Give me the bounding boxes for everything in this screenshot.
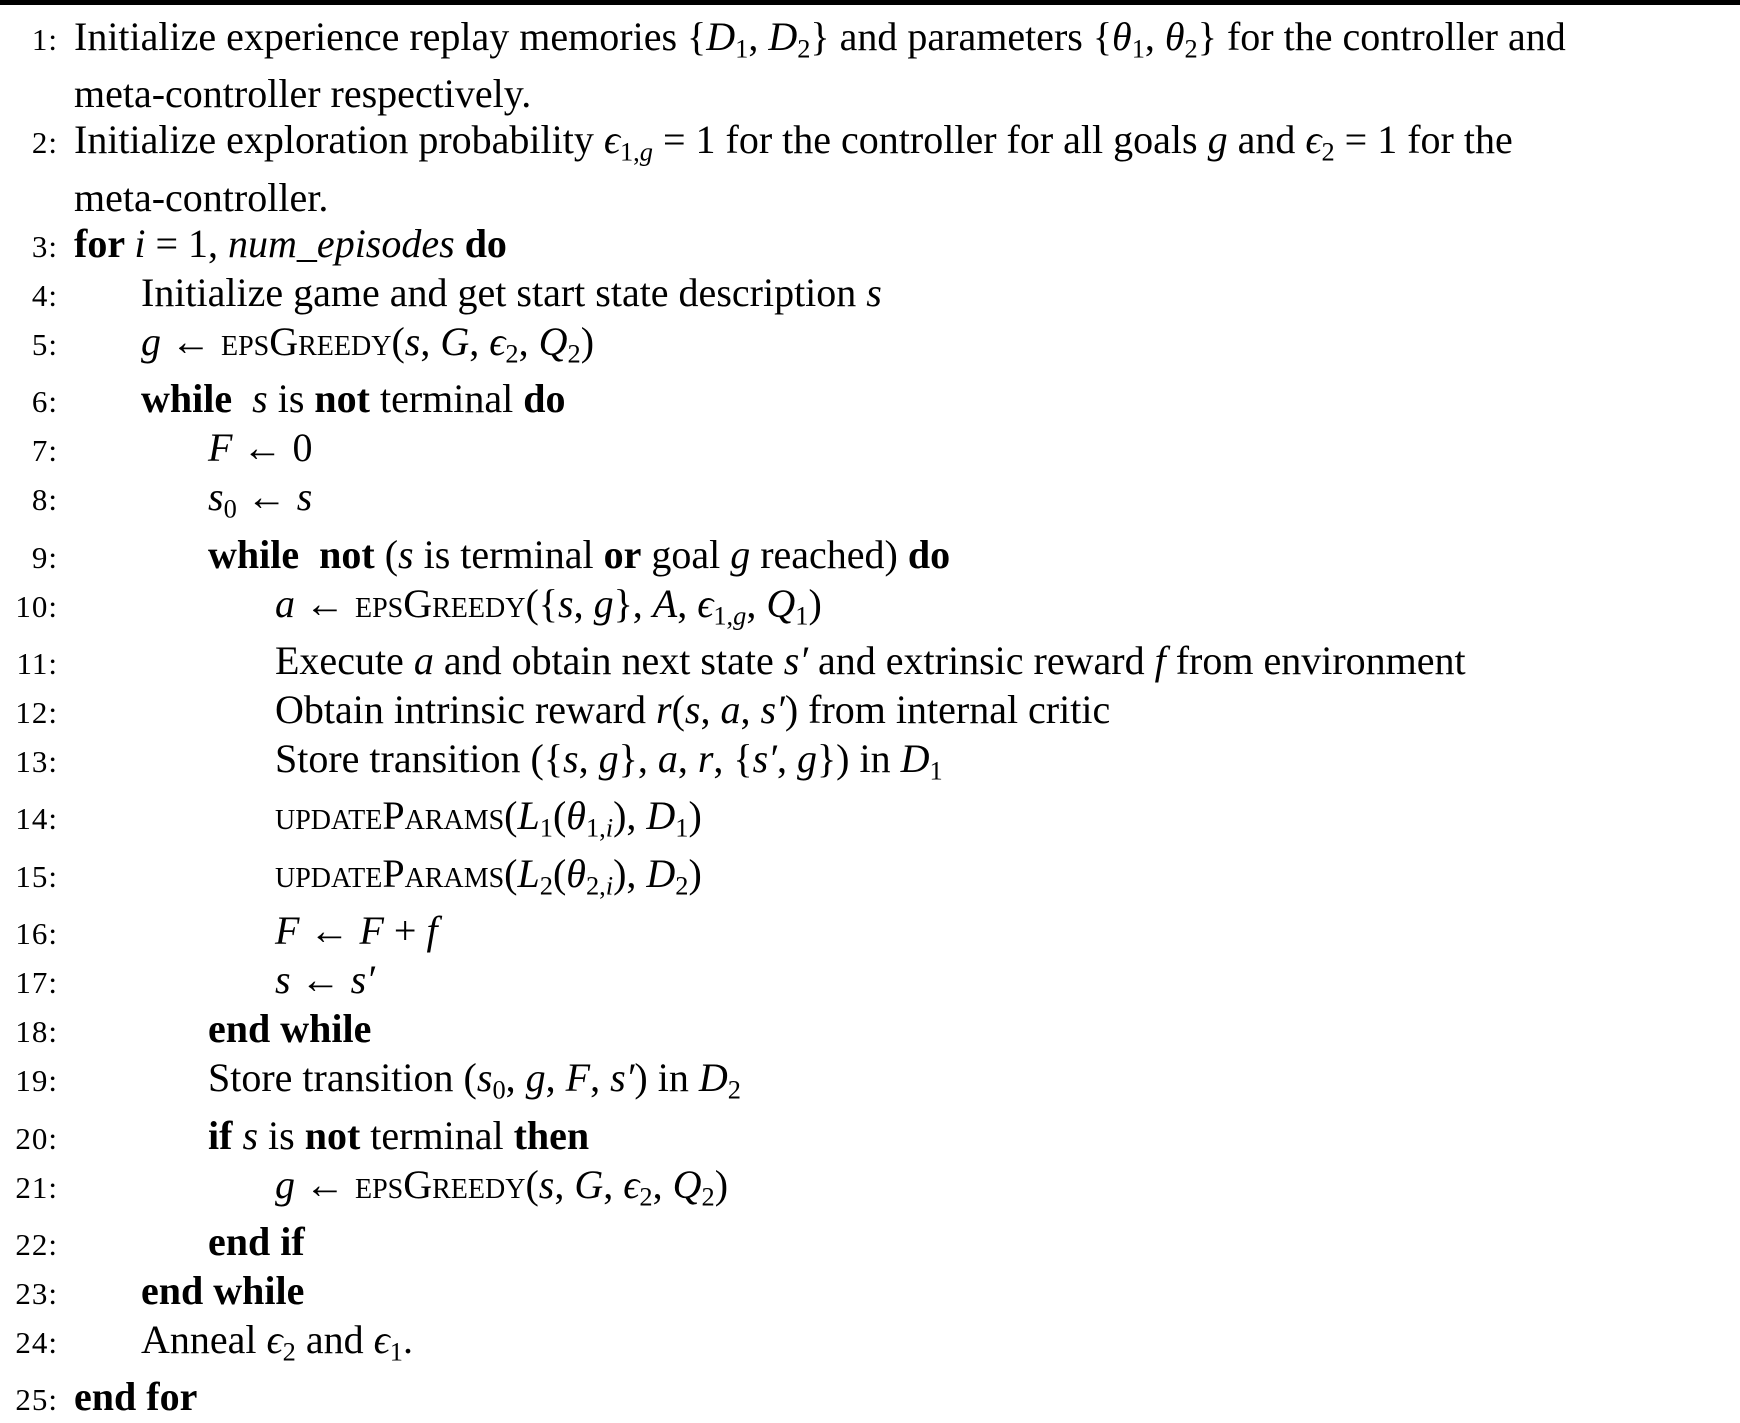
text-run: ϵ [697, 580, 714, 626]
text-run: g [1207, 117, 1228, 163]
line-number: 8: [31, 482, 58, 518]
text-run: s [476, 1055, 493, 1101]
text-run: }, [618, 735, 658, 781]
text-run: s [538, 1161, 555, 1207]
line-number: 14: [15, 801, 58, 837]
text-run: reached) [750, 531, 908, 577]
line-number: 5: [31, 326, 58, 362]
line-content [275, 957, 375, 1003]
line-number: 1: [31, 22, 58, 57]
text-run: ← [290, 957, 351, 1003]
text-run: goal [641, 531, 731, 577]
text-run: ← [236, 474, 297, 520]
calligraphic-math-symbol: L [517, 850, 540, 896]
text-run: ( [374, 531, 399, 577]
line-content [275, 851, 702, 908]
text-run: ← [161, 318, 221, 364]
text-run: and extrinsic reward [808, 637, 1155, 683]
text-run: , [677, 580, 698, 626]
text-run: ( [504, 850, 518, 896]
algorithm-line [0, 1268, 1740, 1317]
text-run: , [505, 1055, 526, 1101]
text-run: Initialize experience replay memories { [74, 14, 707, 59]
text-run: f [426, 908, 438, 954]
smallcaps-function-name: updateParams [275, 850, 505, 896]
text-run: , [420, 318, 441, 364]
text-run: 1 [929, 755, 943, 786]
algorithm-line [0, 14, 1740, 71]
calligraphic-math-symbol: D [768, 14, 798, 59]
text-run: 1 [795, 599, 809, 630]
calligraphic-math-symbol: L [517, 793, 540, 839]
line-content [275, 1162, 728, 1219]
text-run: ) [714, 1161, 729, 1207]
text-run: F [565, 1055, 591, 1101]
line-content [275, 687, 1110, 733]
line-number: 16: [15, 916, 58, 952]
algorithm-line [0, 221, 1740, 270]
algorithm-line [0, 957, 1740, 1006]
text-run: 1 [1131, 33, 1145, 64]
text-run: Q [538, 318, 568, 364]
line-number: 10: [15, 588, 58, 624]
line-number: 7: [31, 433, 58, 469]
line-number: 4: [31, 277, 58, 313]
line-content [74, 175, 328, 221]
line-content [275, 793, 702, 850]
text-run: ( [552, 793, 567, 839]
line-number: 21: [15, 1169, 58, 1205]
text-run: do [454, 220, 507, 266]
text-run: 1 [675, 812, 689, 843]
text-run: 2, [585, 870, 606, 901]
algorithm-line [0, 117, 1740, 174]
algorithm-line [0, 1055, 1740, 1112]
text-run: num_episodes [228, 220, 455, 266]
calligraphic-math-symbol: G [440, 318, 470, 364]
text-run: s [563, 735, 579, 781]
text-run: s′ [610, 1055, 635, 1101]
text-run: 2 [505, 338, 519, 369]
text-run: and [295, 1316, 374, 1362]
algorithm-line [0, 793, 1740, 850]
text-run: 0 [492, 1074, 506, 1105]
text-run: , [748, 14, 769, 59]
text-run: ) [688, 793, 702, 839]
text-run: 1, [619, 136, 640, 167]
text-run: , [554, 1161, 575, 1207]
calligraphic-math-symbol: D [706, 14, 736, 59]
text-run: θ [566, 793, 586, 839]
text-run: }, [613, 580, 653, 626]
text-run: s′ [760, 686, 785, 732]
text-run: a [720, 686, 741, 732]
text-run: ) [580, 318, 595, 364]
text-run: g [598, 735, 619, 781]
text-run: s [296, 474, 313, 520]
text-run: s [252, 376, 268, 422]
text-run: 2 [282, 1336, 296, 1367]
text-run: , [746, 580, 767, 626]
smallcaps-function-name: updateParams [275, 793, 505, 839]
smallcaps-function-name: epsGreedy [355, 580, 526, 626]
text-run: do [523, 376, 566, 422]
line-content [208, 532, 950, 578]
line-number: 24: [15, 1324, 58, 1360]
text-run: ), [613, 850, 647, 896]
text-run: not [304, 1112, 361, 1158]
text-run: g [733, 599, 747, 630]
text-run: s [242, 1112, 259, 1158]
calligraphic-math-symbol: D [900, 735, 930, 781]
text-run: g [730, 531, 751, 577]
line-content [141, 1317, 413, 1374]
text-run: 2 [675, 870, 689, 901]
text-run: ← 0 [232, 425, 313, 471]
text-run: ← [299, 908, 360, 954]
text-run: = 1, [145, 220, 229, 266]
line-number: 17: [15, 965, 58, 1001]
line-content [208, 1006, 371, 1052]
algorithm-line [0, 1219, 1740, 1268]
text-run: is terminal [413, 531, 604, 577]
algorithm-line [0, 581, 1740, 638]
text-run: Execute [275, 637, 414, 683]
line-content [275, 736, 943, 793]
text-run: 2 [701, 1180, 715, 1211]
text-run: 1 [539, 812, 553, 843]
text-run: 2 [1321, 136, 1335, 167]
text-run: ) from internal critic [784, 686, 1111, 732]
text-run: , [518, 318, 539, 364]
text-run: a [657, 735, 678, 781]
line-content [141, 1268, 304, 1314]
text-run: , [677, 735, 698, 781]
smallcaps-function-name: epsGreedy [221, 318, 392, 364]
algorithm-line [0, 1113, 1740, 1162]
text-run: 2 [567, 338, 581, 369]
text-run: g [275, 1161, 295, 1207]
line-number: 23: [15, 1275, 58, 1311]
algorithm-line-continuation [0, 175, 1740, 221]
text-run: s′ [350, 957, 375, 1003]
algorithm-line [0, 376, 1740, 425]
text-run: ( [391, 318, 405, 364]
text-run: and obtain next state [433, 637, 784, 683]
line-content [275, 908, 438, 954]
line-number: 22: [15, 1226, 58, 1262]
line-number: 20: [15, 1120, 58, 1156]
text-run: s′ [752, 735, 777, 781]
text-run: 1 [735, 33, 749, 64]
line-content [208, 425, 312, 471]
text-run: ), [613, 793, 647, 839]
text-run: ϵ [1305, 117, 1322, 163]
algorithm-line [0, 736, 1740, 793]
text-run: while [208, 531, 300, 577]
text-run: , [603, 1161, 624, 1207]
text-run: s′ [783, 637, 809, 683]
line-content [74, 1374, 197, 1420]
text-run: i [605, 812, 614, 843]
text-run: end while [208, 1006, 372, 1052]
text-run: 2 [797, 33, 811, 64]
text-run: , [1144, 14, 1165, 59]
line-content [74, 117, 1513, 174]
calligraphic-math-symbol: D [646, 850, 676, 896]
text-run [299, 532, 319, 577]
text-run: ( [552, 850, 567, 896]
algorithm-line [0, 908, 1740, 957]
text-run: s [558, 580, 574, 626]
line-number: 11: [16, 645, 58, 681]
line-content [208, 474, 312, 531]
line-content [74, 221, 507, 267]
text-run: r [697, 735, 714, 781]
algorithm-line [0, 1006, 1740, 1055]
line-number: 9: [31, 539, 58, 575]
text-run: = 1 for the [1334, 117, 1513, 163]
line-number: 15: [15, 858, 58, 894]
text-run: ϵ [489, 318, 506, 364]
text-run: ({ [525, 580, 558, 626]
algorithm-line [0, 851, 1740, 908]
algorithm-line [0, 532, 1740, 581]
line-number: 18: [15, 1014, 58, 1050]
text-run: then [513, 1112, 590, 1158]
text-run: meta-controller respectively. [74, 71, 532, 117]
calligraphic-math-symbol: A [652, 580, 678, 626]
algorithm-line [0, 687, 1740, 736]
text-run: Initialize game and get start state description [141, 269, 867, 315]
text-run: from environment [1165, 637, 1466, 683]
algorithm-line [0, 1162, 1740, 1219]
text-run: F [275, 908, 300, 954]
calligraphic-math-symbol: D [698, 1055, 728, 1101]
line-number: 3: [31, 228, 58, 264]
text-run: not [319, 531, 375, 577]
algorithm-line [0, 319, 1740, 376]
line-content [208, 1113, 589, 1159]
algorithm-line [0, 1374, 1740, 1423]
text-run: ϵ [603, 117, 620, 163]
line-number: 13: [15, 743, 58, 779]
text-run: } and parameters { [810, 14, 1113, 59]
text-run: s [866, 269, 882, 315]
text-run: 2 [727, 1074, 741, 1105]
algorithm-line [0, 1317, 1740, 1374]
text-run: end if [208, 1218, 305, 1264]
text-run: s [398, 531, 414, 577]
text-run: } for the controller and [1197, 14, 1566, 59]
text-run: not [314, 376, 370, 422]
text-run: , [590, 1055, 611, 1101]
text-run: a [413, 637, 434, 683]
text-run: ϵ [266, 1316, 283, 1362]
algorithm-line [0, 425, 1740, 474]
line-content [275, 581, 822, 638]
text-run: ( [504, 793, 518, 839]
text-run: ϵ [623, 1161, 640, 1207]
text-run: i [134, 220, 146, 266]
text-run: θ [566, 850, 586, 896]
calligraphic-math-symbol: D [646, 793, 676, 839]
text-run: θ [1164, 14, 1185, 59]
text-run: f [1154, 637, 1166, 683]
text-run: g [639, 136, 653, 167]
line-content [74, 71, 531, 117]
text-run: is [258, 1112, 305, 1158]
smallcaps-function-name: epsGreedy [355, 1161, 526, 1207]
text-run: end while [141, 1267, 305, 1313]
line-content [141, 319, 594, 376]
line-content [208, 1219, 305, 1265]
text-run: g [796, 735, 817, 781]
text-run: , [776, 735, 797, 781]
text-run: , [700, 686, 721, 732]
text-run: Anneal [141, 1316, 267, 1362]
line-content [275, 638, 1466, 684]
text-run: 1, [713, 599, 734, 630]
text-run: , [545, 1055, 566, 1101]
text-run: ← [295, 580, 355, 626]
text-run: ( [671, 686, 685, 732]
text-run: if [208, 1112, 243, 1158]
text-run: a [275, 580, 295, 626]
text-run: , [652, 1161, 673, 1207]
text-run: ) in [634, 1055, 699, 1101]
text-run: 1, [585, 812, 606, 843]
text-run: Store transition ( [208, 1055, 477, 1101]
algorithm-lines [0, 5, 1740, 1423]
text-run: s [404, 318, 421, 364]
text-run: ) [688, 850, 702, 896]
text-run: F [359, 908, 384, 954]
text-run: terminal [360, 1112, 514, 1158]
text-run: for [74, 220, 135, 266]
text-run: or [603, 531, 642, 577]
text-run: meta-controller. [74, 174, 329, 220]
text-run: r [656, 686, 672, 732]
line-number: 6: [31, 384, 58, 420]
text-run: , [469, 318, 490, 364]
text-run: terminal [369, 376, 524, 422]
text-run: end for [74, 1374, 198, 1420]
text-run: i [605, 870, 614, 901]
line-number: 19: [15, 1063, 58, 1099]
text-run: , [573, 580, 594, 626]
text-run: 2 [639, 1180, 653, 1211]
text-run: Obtain intrinsic reward [275, 686, 656, 732]
text-run: . [402, 1316, 413, 1362]
text-run: and [1227, 117, 1306, 163]
text-run: 2 [1184, 33, 1198, 64]
text-run: 0 [223, 493, 237, 524]
algorithm-line [0, 270, 1740, 319]
text-run: , [740, 686, 761, 732]
line-number: 12: [15, 694, 58, 730]
text-run: }) in [816, 735, 901, 781]
text-run [232, 376, 252, 421]
algorithm-line-continuation [0, 71, 1740, 117]
text-run: ϵ [373, 1316, 390, 1362]
line-content [141, 270, 882, 316]
text-run: + [383, 908, 427, 954]
line-number: 25: [15, 1382, 58, 1418]
text-run: is [267, 376, 315, 422]
line-number: 2: [31, 125, 58, 161]
text-run: s [275, 957, 291, 1003]
text-run: 2 [539, 870, 553, 901]
text-run: , [578, 735, 599, 781]
text-run: Initialize exploration probability [74, 117, 604, 163]
text-run: s [208, 474, 224, 520]
text-run: ( [525, 1161, 539, 1207]
text-run: g [525, 1055, 546, 1101]
text-run: while [141, 376, 233, 422]
text-run: Store transition ({ [275, 735, 564, 781]
text-run: ← [295, 1161, 355, 1207]
text-run: 1 [389, 1336, 403, 1367]
line-content [74, 14, 1566, 71]
text-run: do [907, 531, 951, 577]
algorithm-line [0, 638, 1740, 687]
text-run: g [593, 580, 614, 626]
text-run: Q [672, 1161, 702, 1207]
text-run: Q [766, 580, 796, 626]
text-run: , { [713, 735, 753, 781]
text-run: F [208, 425, 233, 471]
text-run: θ [1112, 14, 1132, 59]
calligraphic-math-symbol: G [574, 1161, 604, 1207]
text-run: = 1 for the controller for all goals [652, 117, 1208, 163]
algorithm-line [0, 474, 1740, 531]
text-run: g [141, 318, 161, 364]
text-run: s [684, 686, 701, 732]
line-content [208, 1055, 741, 1112]
text-run: ) [808, 580, 822, 626]
line-content [141, 376, 566, 422]
